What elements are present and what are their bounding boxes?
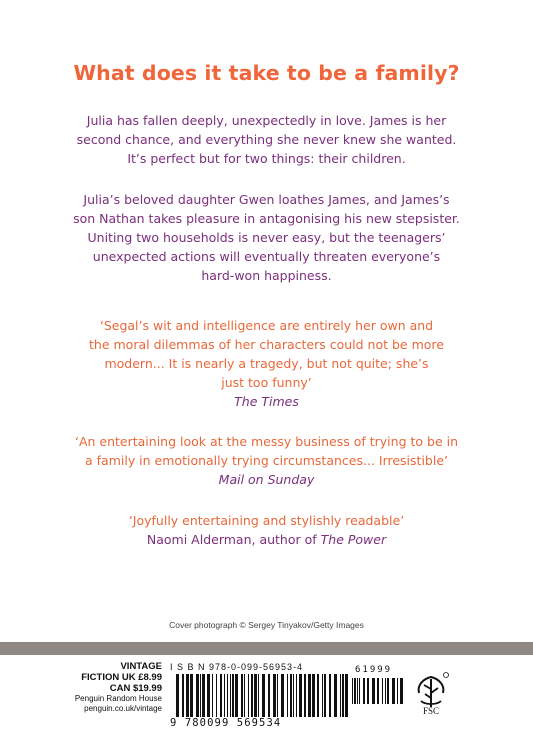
barcode-bar: [334, 674, 337, 717]
barcode-bar: [277, 674, 278, 717]
quote-line: modern... It is nearly a tragedy, but not quite; she’s: [104, 356, 429, 371]
quote-line: the moral dilemmas of her characters could not be more: [89, 337, 444, 352]
barcode-bar: [244, 674, 245, 717]
review-quote-3: [0, 511, 533, 549]
category: FICTION: [81, 672, 120, 683]
quote-line: ‘An entertaining look at the messy business of trying to be in: [74, 434, 459, 449]
barcode-bar: [290, 674, 292, 717]
barcode-bar: [182, 674, 184, 717]
quote-line: ‘Joyfully entertaining and stylishly readable’: [128, 513, 405, 528]
publisher-url: penguin.co.uk/vintage: [84, 704, 162, 713]
barcode-bar: [273, 674, 276, 717]
quote-source-author: Naomi Alderman, author of: [146, 532, 321, 547]
barcode-bar: [354, 678, 356, 704]
quote-source-title: The Power: [320, 532, 387, 547]
barcode-bar: [340, 674, 341, 717]
barcode-bar: [251, 674, 253, 717]
review-quote-1: [0, 316, 533, 411]
grey-band: [0, 642, 533, 655]
barcode-bar: [176, 674, 179, 717]
barcode-bar: [352, 678, 353, 704]
price-block: [62, 661, 162, 714]
blurb-line: It’s perfect but for two things: their children.: [127, 151, 406, 166]
barcode-bar: [212, 674, 213, 717]
addon-digits: 61999: [355, 665, 393, 675]
barcode-bar: [230, 674, 231, 717]
price-uk: UK £8.99: [121, 672, 162, 683]
headline: What does it take to be a family?: [73, 61, 460, 85]
blurb-line: second chance, and everything she never knew she wanted.: [76, 132, 457, 147]
barcode-bar: [345, 674, 348, 717]
price-uk-line: [62, 672, 162, 683]
barcode-bar: [387, 678, 389, 704]
blurb-line: unexpected actions will eventually threaten everyone’s: [92, 249, 441, 264]
barcode-bar: [287, 674, 288, 717]
fsc-label: FSC: [422, 706, 439, 716]
barcode-bar: [317, 674, 319, 717]
blurb-paragraph-2: [0, 190, 533, 285]
barcode-bar: [258, 674, 259, 717]
isbn: I S B N 978-0-099-56953-4: [170, 662, 304, 672]
barcode-bar: [367, 678, 369, 704]
blurb-line: Julia’s beloved daughter Gwen loathes James, and James’s: [83, 192, 450, 207]
blurb-line: Julia has fallen deeply, unexpectedly in love. James is her: [86, 113, 447, 128]
publisher: Penguin Random House: [74, 694, 162, 703]
barcode-bar: [202, 674, 205, 717]
barcode-bar: [262, 674, 265, 717]
barcode-bar: [232, 674, 234, 717]
barcode-bar: [312, 674, 315, 717]
barcode-bar: [329, 674, 331, 717]
barcode-bar: [342, 674, 344, 717]
barcode-bar: [224, 674, 225, 717]
barcode-bar: [200, 674, 201, 717]
blurb-line: Uniting two households is never easy, but the teenagers’: [87, 230, 446, 245]
barcode-bar: [235, 674, 238, 717]
quote-line: a family in emotionally trying circumstances... Irresistible’: [85, 453, 448, 468]
barcode-bar: [248, 674, 249, 717]
barcode-bar: [268, 674, 270, 717]
barcode-bar: [357, 678, 358, 704]
barcode-bar: [324, 674, 326, 717]
barcode-bar: [293, 674, 294, 717]
barcode-bar: [227, 674, 228, 717]
barcode-bar: [363, 678, 365, 704]
barcode-bar: [359, 678, 360, 704]
barcode-bar: [299, 674, 302, 717]
barcode-bar: [304, 674, 306, 717]
barcode: [176, 674, 348, 717]
quote-source: Mail on Sunday: [218, 472, 315, 487]
barcode-bar: [385, 678, 386, 704]
barcode-bar: [372, 678, 375, 704]
barcode-bar: [281, 674, 284, 717]
quote-source: The Times: [234, 394, 299, 409]
barcode-bar: [207, 674, 210, 717]
quote-source: [0, 530, 533, 549]
barcode-bar: [377, 678, 379, 704]
barcode-bar: [392, 678, 395, 704]
barcode-bar: [308, 674, 311, 717]
barcode-bar: [254, 674, 257, 717]
barcode-bar: [186, 674, 189, 717]
barcode-bar: [397, 678, 398, 704]
addon-barcode: [352, 678, 404, 704]
price-can: CAN $19.99: [109, 683, 162, 694]
review-quote-2: [0, 432, 533, 489]
barcode-bar: [322, 674, 323, 717]
photo-credit: Cover photograph © Sergey Tinyakov/Getty Images: [169, 620, 364, 630]
barcode-bar: [382, 678, 383, 704]
barcode-bar: [196, 674, 199, 717]
imprint: VINTAGE: [120, 661, 162, 672]
quote-line: ‘Segal’s wit and intelligence are entirely her own and: [99, 318, 434, 333]
barcode-bar: [241, 674, 243, 717]
quote-line: just too funny’: [221, 375, 312, 390]
barcode-bar: [216, 674, 217, 717]
barcode-bar: [220, 674, 222, 717]
barcode-bar: [400, 678, 403, 704]
barcode-bar: [190, 674, 193, 717]
blurb-line: hard-won happiness.: [201, 268, 332, 283]
blurb-paragraph-1: [0, 111, 533, 168]
barcode-digits: 9 780099 569534: [170, 717, 282, 729]
barcode-bar: [296, 674, 297, 717]
blurb-line: son Nathan takes pleasure in antagonising his new stepsister.: [73, 211, 460, 226]
